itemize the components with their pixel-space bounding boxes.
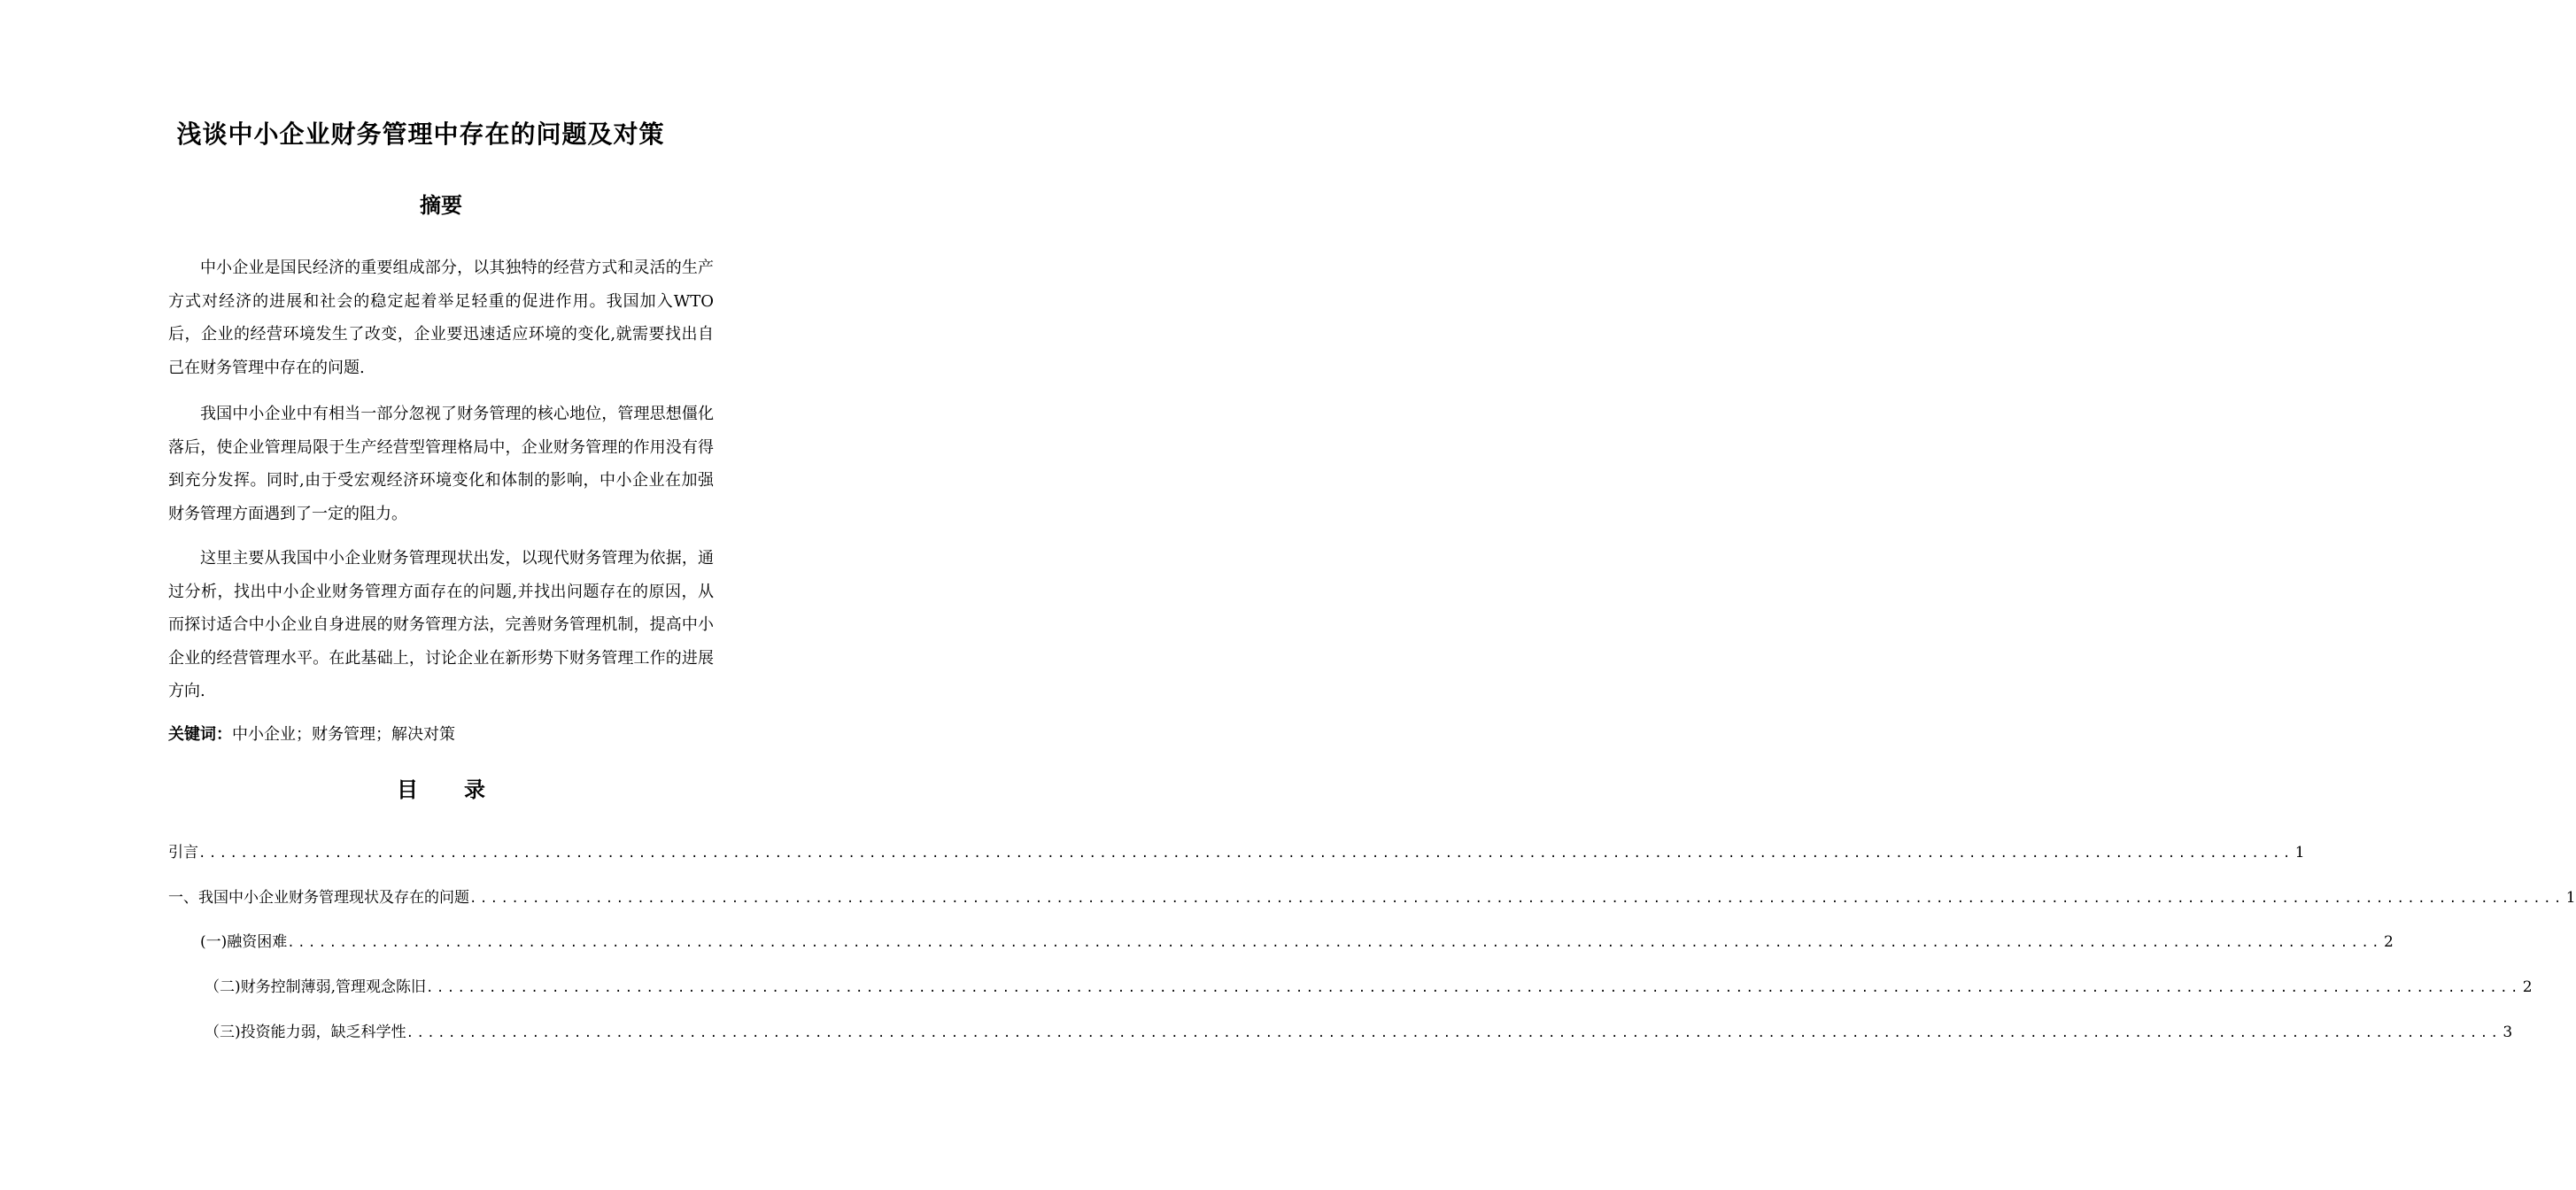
abstract-paragraph-2: 我国中小企业中有相当一部分忽视了财务管理的核心地位，管理思想僵化落后，使企业管理局限于生产经营型管理格局中，企业财务管理的作用没有得到充分发挥。同时,由于受宏观经济环境变化和体制的影响，中小企业在加强财务管理方面遇到了一定的阻力。: [168, 405, 714, 523]
document-title: 浅谈中小企业财务管理中存在的问题及对策: [176, 120, 665, 149]
keywords-line: [168, 719, 714, 751]
toc-entry-label: 一、我国中小企业财务管理现状及存在的问题: [168, 889, 469, 907]
toc-entry[interactable]: [168, 839, 2305, 867]
toc-leader-dots: ........................................................................................................................................................................................................: [469, 892, 2564, 906]
abstract-paragraph-1: 中小企业是国民经济的重要组成部分，以其独特的经营方式和灵活的生产方式对经济的进展和社会的稳定起着举足轻重的促进作用。我国加入WTO后，企业的经营环境发生了改变，企业要迅速适应环境的变化,就需要找出自己在财务管理中存在的问题.: [168, 259, 714, 377]
toc-entry-label: （二)财务控制薄弱,管理观念陈旧: [205, 978, 427, 996]
toc-entry-page: 1: [2565, 889, 2576, 907]
toc-entry-label: (一)融资困难: [200, 933, 288, 951]
toc-entry[interactable]: [205, 1019, 2513, 1047]
toc-heading: [0, 774, 882, 806]
toc-leader-dots: ........................................................................................................................................................................................................: [406, 1026, 2502, 1040]
toc-entry-label: 引言: [168, 844, 198, 862]
toc-heading-left: 目: [397, 777, 418, 802]
toc-entry[interactable]: [168, 885, 2576, 912]
keywords-value: 中小企业；财务管理；解决对策: [232, 725, 455, 744]
abstract-heading: 摘要: [420, 193, 462, 218]
toc-entry-label: （三)投资能力弱，缺乏科学性: [205, 1024, 406, 1041]
toc-leader-dots: ........................................................................................................................................................................................................: [287, 936, 2383, 950]
toc-leader-dots: ........................................................................................................................................................................................................: [426, 981, 2521, 995]
toc-entry-page: 2: [2384, 933, 2394, 951]
toc-leader-dots: ........................................................................................................................................................................................................: [198, 846, 2294, 861]
keywords-label: 关键词：: [168, 725, 232, 744]
toc-entry[interactable]: [205, 974, 2533, 1001]
abstract-paragraph-3: 这里主要从我国中小企业财务管理现状出发，以现代财务管理为依据，通过分析，找出中小企业财务管理方面存在的问题,并找出问题存在的原因，从而探讨适合中小企业自身进展的财务管理方法，完善财务管理机制，提高中小企业的经营管理水平。在此基础上，讨论企业在新形势下财务管理工作的进展方向.: [168, 549, 714, 700]
toc-entry[interactable]: [200, 929, 2394, 956]
toc-entry-page: 1: [2294, 844, 2305, 862]
toc-entry-page: 3: [2503, 1024, 2513, 1041]
toc-heading-right: 录: [464, 777, 485, 802]
toc-entry-page: 2: [2522, 978, 2533, 996]
